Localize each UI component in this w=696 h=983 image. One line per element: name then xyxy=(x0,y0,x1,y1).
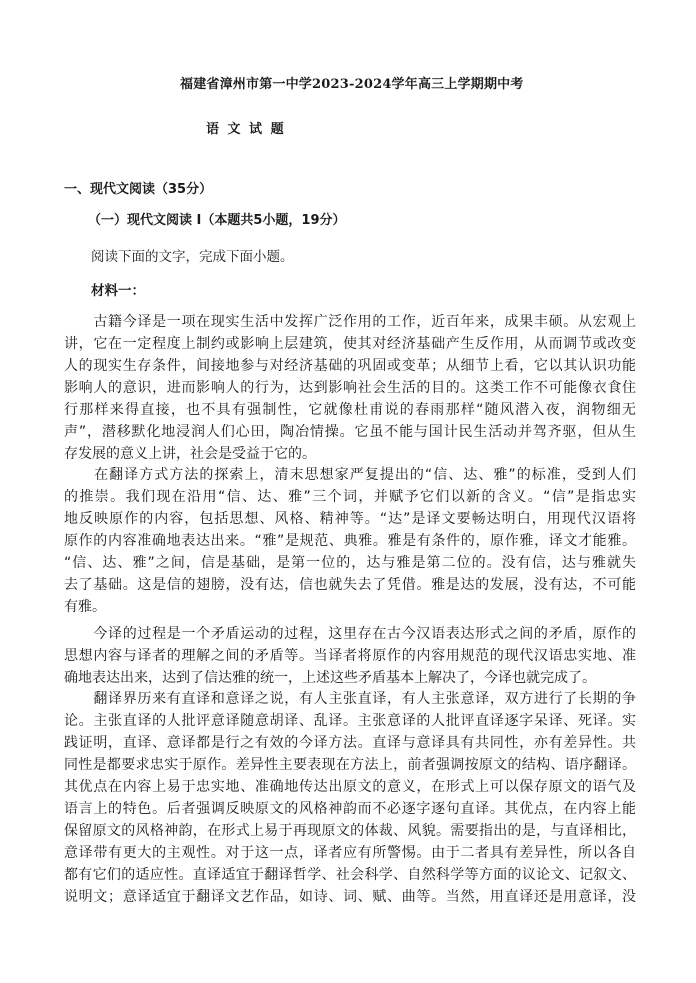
paragraph-line: 翻译界历来有直译和意译之说，有人主张直译，有人主张意译，双方进行了长期的争 xyxy=(64,691,636,707)
paragraph-line: 地反映原作的内容，包括思想、风格、精神等。“达”是译文要畅达明白，用现代汉语将 xyxy=(64,511,636,527)
paragraph-line: 有雅。 xyxy=(64,599,106,615)
paragraph-line: 其优点在内容上易于忠实地、准确地传达出原文的意义，在形式上可以保存原文的语气及 xyxy=(64,779,636,795)
paragraph-2 xyxy=(64,464,636,618)
subsection-heading: （一）现代文阅读 I（本题共5小题，19分） xyxy=(88,213,346,228)
paragraph-line: 践证明，直译、意译都是行之有效的今译方法。直译与意译具有共同性，亦有差异性。共 xyxy=(64,735,636,751)
subject-title: 语 文 试 题 xyxy=(206,122,286,137)
paragraph-line: 语言上的特色。后者强调反映原文的风格神韵而不必逐字逐句直译。其优点，在内容上能 xyxy=(64,801,636,817)
paragraph-line: 同性是都要求忠实于原作。差异性主要表现在方法上，前者强调按原文的结构、语序翻译。 xyxy=(64,757,636,773)
paragraph-line: 保留原文的风格神韵，在形式上易于再现原文的体裁、风貌。需要指出的是，与直译相比， xyxy=(64,823,636,839)
paragraph-line: 在翻译方式方法的探索上，清末思想家严复提出的“信、达、雅”的标准，受到人们 xyxy=(64,467,636,483)
paragraph-line: 思想内容与译者的理解之间的矛盾等。当译者将原作的内容用规范的现代汉语忠实地、准 xyxy=(64,648,636,664)
paragraph-line: 意译带有更大的主观性。对于这一点，译者应有所警惕。由于二者具有差异性，所以各自 xyxy=(64,845,636,861)
paragraph-line: 论。主张直译的人批评意译随意胡译、乱译。主张意译的人批评直译逐字呆译、死译。实 xyxy=(64,713,636,729)
paragraph-line: 原作的内容准确地表达出来。“雅”是规范、典雅。雅是有条件的，原作雅，译文才能雅。 xyxy=(64,533,636,549)
paragraph-line: “信、达、雅”之间，信是基础，是第一位的，达与雅是第二位的。没有信，达与雅就失 xyxy=(64,555,636,571)
paragraph-line: 都有它们的适应性。直译适宜于翻译哲学、社会科学、自然科学等方面的议论文、记叙文、 xyxy=(64,867,636,883)
paragraph-3 xyxy=(64,623,636,689)
paragraph-line: 的推崇。我们现在沿用“信、达、雅”三个词，并赋予它们以新的含义。“信”是指忠实 xyxy=(64,489,636,505)
paragraph-line: 人的现实生存条件，间接地参与对经济基础的巩固或变革；从细节上看，它以其认识功能 xyxy=(64,358,636,374)
reading-instruction: 阅读下面的文字，完成下面小题。 xyxy=(91,249,294,265)
section-heading: 一、现代文阅读（35分） xyxy=(64,182,213,197)
paragraph-line: 存发展的意义上讲，社会是受益于它的。 xyxy=(64,446,316,462)
paragraph-1 xyxy=(64,311,636,465)
material-label: 材料一： xyxy=(91,283,145,299)
paragraph-line: 古籍今译是一项在现实生活中发挥广泛作用的工作，近百年来，成果丰硕。从宏观上 xyxy=(64,314,636,330)
paragraph-line: 声”，潜移默化地浸润人们心田，陶冶情操。它虽不能与国计民生活动并驾齐驱，但从生 xyxy=(64,424,636,440)
exam-title: 福建省漳州市第一中学2023-2024学年高三上学期期中考 xyxy=(180,77,524,92)
paragraph-line: 今译的过程是一个矛盾运动的过程，这里存在古今汉语表达形式之间的矛盾，原作的 xyxy=(64,626,636,642)
paragraph-line: 确地表达出来，达到了信达雅的统一，上述这些矛盾基本上解决了，今译也就完成了。 xyxy=(64,670,596,686)
paragraph-line: 说明文；意译适宜于翻译文艺作品，如诗、词、赋、曲等。当然，用直译还是用意译，没 xyxy=(64,889,636,905)
paragraph-line: 去了基础。这是信的翅膀，没有达，信也就失去了凭借。雅是达的发展，没有达，不可能 xyxy=(64,577,636,593)
paragraph-line: 影响人的意识，进而影响人的行为，达到影响社会生活的目的。这类工作不可能像衣食住 xyxy=(64,380,636,396)
paragraph-line: 行那样来得直接，也不具有强制性，它就像杜甫说的春雨那样“随风潜入夜，润物细无 xyxy=(64,402,636,418)
paragraph-line: 讲，它在一定程度上制约或影响上层建筑，使其对经济基础产生反作用，从而调节或改变 xyxy=(64,336,636,352)
paragraph-4 xyxy=(64,688,636,908)
